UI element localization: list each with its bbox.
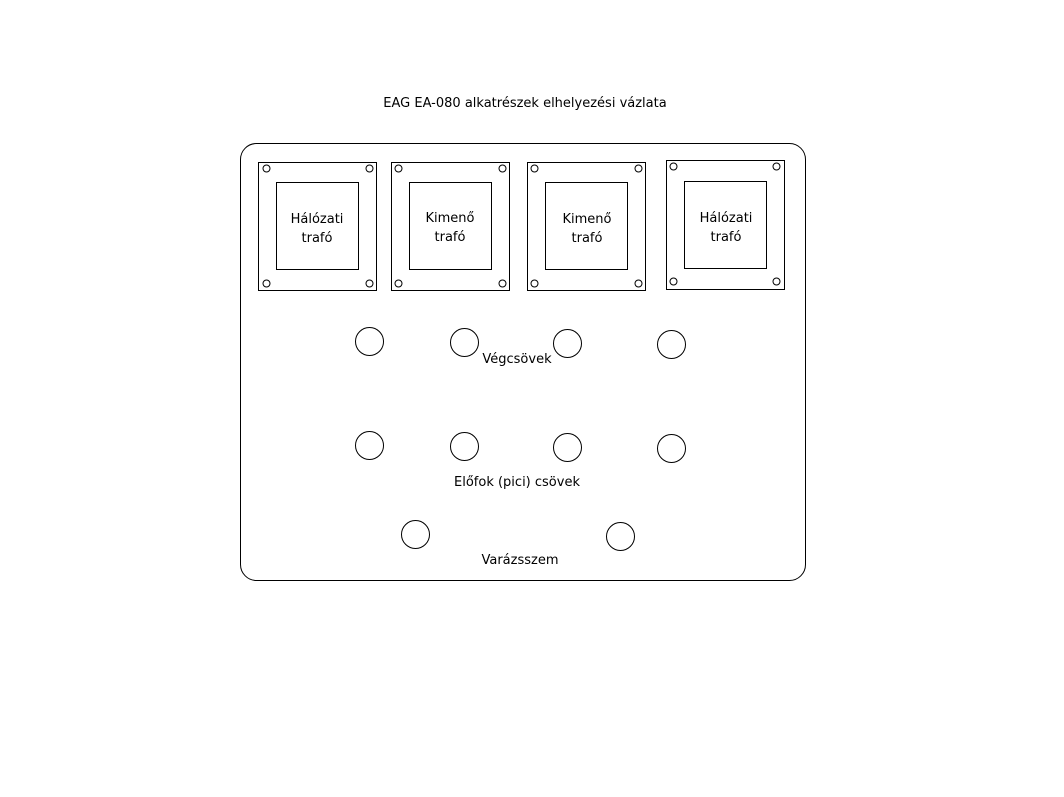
transformer-label-line2: trafó bbox=[434, 230, 466, 245]
mounting-hole bbox=[263, 280, 270, 287]
transformer-core bbox=[410, 183, 492, 270]
power-tube-socket bbox=[554, 330, 582, 358]
transformer-4 bbox=[667, 161, 785, 290]
mounting-hole bbox=[635, 165, 642, 172]
transformer-3 bbox=[528, 163, 646, 291]
mounting-hole bbox=[531, 165, 538, 172]
diagram-title: EAG EA-080 alkatrészek elhelyezési vázlata bbox=[383, 96, 667, 111]
mounting-hole bbox=[366, 165, 373, 172]
mounting-hole bbox=[395, 165, 402, 172]
preamp-tubes-label: Előfok (pici) csövek bbox=[454, 475, 580, 490]
mounting-hole bbox=[773, 278, 780, 285]
transformer-label-line1: Hálózati bbox=[290, 212, 344, 227]
transformer-label-line2: trafó bbox=[571, 231, 603, 246]
preamp-tube-socket bbox=[356, 432, 384, 460]
mounting-hole bbox=[635, 280, 642, 287]
transformer-2 bbox=[392, 163, 510, 291]
preamp-tube-socket bbox=[451, 433, 479, 461]
preamp-tube-socket bbox=[658, 435, 686, 463]
preamp-tube-socket bbox=[554, 434, 582, 462]
power-tube-socket bbox=[451, 329, 479, 357]
power-tubes-label: Végcsövek bbox=[482, 352, 552, 367]
transformer-label-line2: trafó bbox=[710, 230, 742, 245]
transformer-label-line1: Hálózati bbox=[699, 211, 753, 226]
transformer-label-line1: Kimenő bbox=[425, 211, 475, 226]
mounting-hole bbox=[670, 278, 677, 285]
power-tubes-group bbox=[356, 328, 686, 368]
mounting-hole bbox=[531, 280, 538, 287]
mounting-hole bbox=[395, 280, 402, 287]
magic-eye-label: Varázsszem bbox=[481, 553, 559, 568]
mounting-hole bbox=[263, 165, 270, 172]
transformer-label-line2: trafó bbox=[301, 231, 333, 246]
power-tube-socket bbox=[658, 331, 686, 359]
preamp-tubes-group bbox=[356, 432, 686, 491]
power-tube-socket bbox=[356, 328, 384, 356]
magic-eye-socket bbox=[607, 523, 635, 551]
mounting-hole bbox=[499, 165, 506, 172]
mounting-hole bbox=[670, 163, 677, 170]
transformer-1 bbox=[259, 163, 377, 291]
mounting-hole bbox=[499, 280, 506, 287]
mounting-hole bbox=[366, 280, 373, 287]
mounting-hole bbox=[773, 163, 780, 170]
magic-eye-socket bbox=[402, 521, 430, 549]
transformer-label-line1: Kimenő bbox=[562, 212, 612, 227]
magic-eye-group bbox=[402, 521, 635, 569]
